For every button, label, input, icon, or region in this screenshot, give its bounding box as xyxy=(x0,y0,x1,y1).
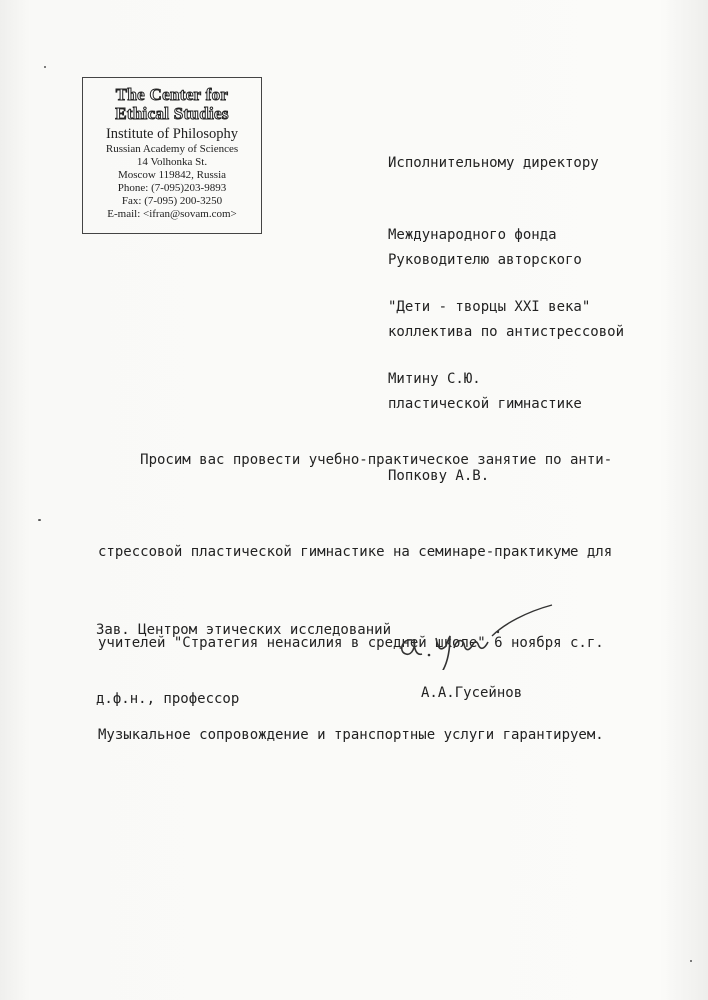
addressee-line: коллектива по антистрессовой xyxy=(388,324,625,340)
signatory-title xyxy=(96,573,391,757)
addressee-line: Попкову А.В. xyxy=(388,468,490,484)
addressee-line: Митину С.Ю. xyxy=(388,371,481,387)
signatory-line: д.ф.н., профессор xyxy=(96,691,240,707)
paper-speck xyxy=(38,519,41,521)
letterhead-fax: Fax: (7-095) 200-3250 xyxy=(121,195,223,207)
handwritten-signature xyxy=(392,600,562,670)
letterhead-academy: Russian Academy of Sciences xyxy=(105,143,239,155)
addressee-line: "Дети - творцы XXI века" xyxy=(388,299,591,315)
letterhead-title-line: Ethical Studies xyxy=(115,104,229,123)
signature-name: А.А.Гусейнов xyxy=(421,685,523,701)
letterhead-city: Moscow 119842, Russia xyxy=(117,169,227,181)
paper-speck xyxy=(690,960,692,962)
body-line: стрессовой пластической гимнастике на семинаре-практикуме для xyxy=(98,543,613,560)
letterhead-institute: Institute of Philosophy xyxy=(105,126,239,142)
letterhead-phone: Phone: (7-095)203-9893 xyxy=(117,182,227,194)
signatory-line: Зав. Центром этических исследований xyxy=(96,622,392,638)
paper-speck xyxy=(44,66,46,68)
body-line: учителей "Стратегия ненасилия в средней школе" 6 ноября с.г. xyxy=(98,635,604,651)
addressee-line: Международного фонда xyxy=(388,227,557,243)
letterhead-title-line: The Center for xyxy=(115,85,229,104)
letterhead-title xyxy=(83,85,261,123)
letterhead-street: 14 Volhonka St. xyxy=(136,156,208,168)
addressee-line: Исполнительному директору xyxy=(388,155,599,171)
letterhead-email: E-mail: <ifran@sovam.com> xyxy=(107,208,237,220)
addressee-line: пластической гимнастике xyxy=(388,396,582,412)
addressee-line: Руководителю авторского xyxy=(388,252,582,268)
body-line: Музыкальное сопровождение и транспортные услуги гарантируем. xyxy=(98,726,604,743)
letterhead-box xyxy=(82,77,262,234)
body-line: Просим вас провести учебно-практическое занятие по анти- xyxy=(98,452,613,468)
